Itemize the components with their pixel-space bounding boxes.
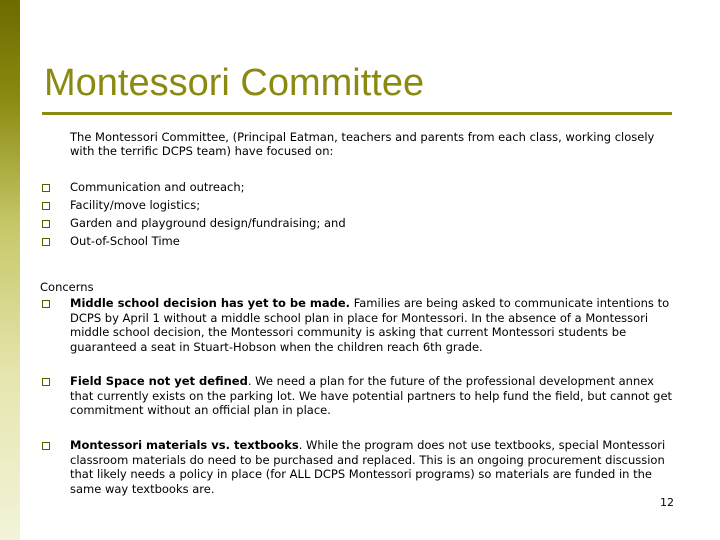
focus-topics-list [40,178,660,250]
list-item [40,178,660,196]
square-bullet-icon [42,184,50,192]
concern-text: . We need a plan for the future of the professional development annex that currently exists on the parking lot. We have potential partners to help fund the field, but cannot get commitment without an official plan in place. [70,374,673,417]
square-bullet-icon [42,202,50,210]
square-bullet-icon [42,300,50,308]
concern-item [40,438,680,496]
concern-item [40,374,680,418]
concern-lead: Montessori materials vs. textbooks [70,438,299,452]
concern-item [40,296,680,354]
topic-text: Communication and outreach; [70,180,245,194]
topic-text: Out-of-School Time [70,234,180,248]
square-bullet-icon [42,378,50,386]
concern-text: . While the program does not use textbooks, special Montessori classroom materials do need to be purchased and replaced. This is an ongoing procurement discussion that likely needs a policy in place (for ALL DCPS Montessori programs) so materials are funded in the same way textbooks are. [70,438,666,496]
concern-lead: Middle school decision has yet to be made. [70,296,351,310]
title-underline-rule [42,112,672,115]
square-bullet-icon [42,238,50,246]
page-number: 12 [660,496,674,509]
list-item [40,214,660,232]
list-item [40,232,660,250]
square-bullet-icon [42,220,50,228]
concern-lead: Field Space not yet defined [70,374,248,388]
slide-title: Montessori Committee [44,62,425,104]
concern-text: Families are being asked to communicate intentions to DCPS by April 1 without a middle school plan in place for Montessori. In the absence of a Montessori middle school decision, the Montessori community is asking that current Montessori students be guaranteed a seat in Stuart-Hobson when the children reach 6th grade. [70,296,670,354]
topic-text: Facility/move logistics; [70,198,201,212]
list-item [40,196,660,214]
concerns-heading: Concerns [40,280,94,294]
intro-paragraph: The Montessori Committee, (Principal Eatman, teachers and parents from each class, working closely with the terrific DCPS team) have focused on: [70,130,655,158]
square-bullet-icon [42,442,50,450]
slide-sidebar-gradient [0,0,20,540]
topic-text: Garden and playground design/fundraising; and [70,216,346,230]
